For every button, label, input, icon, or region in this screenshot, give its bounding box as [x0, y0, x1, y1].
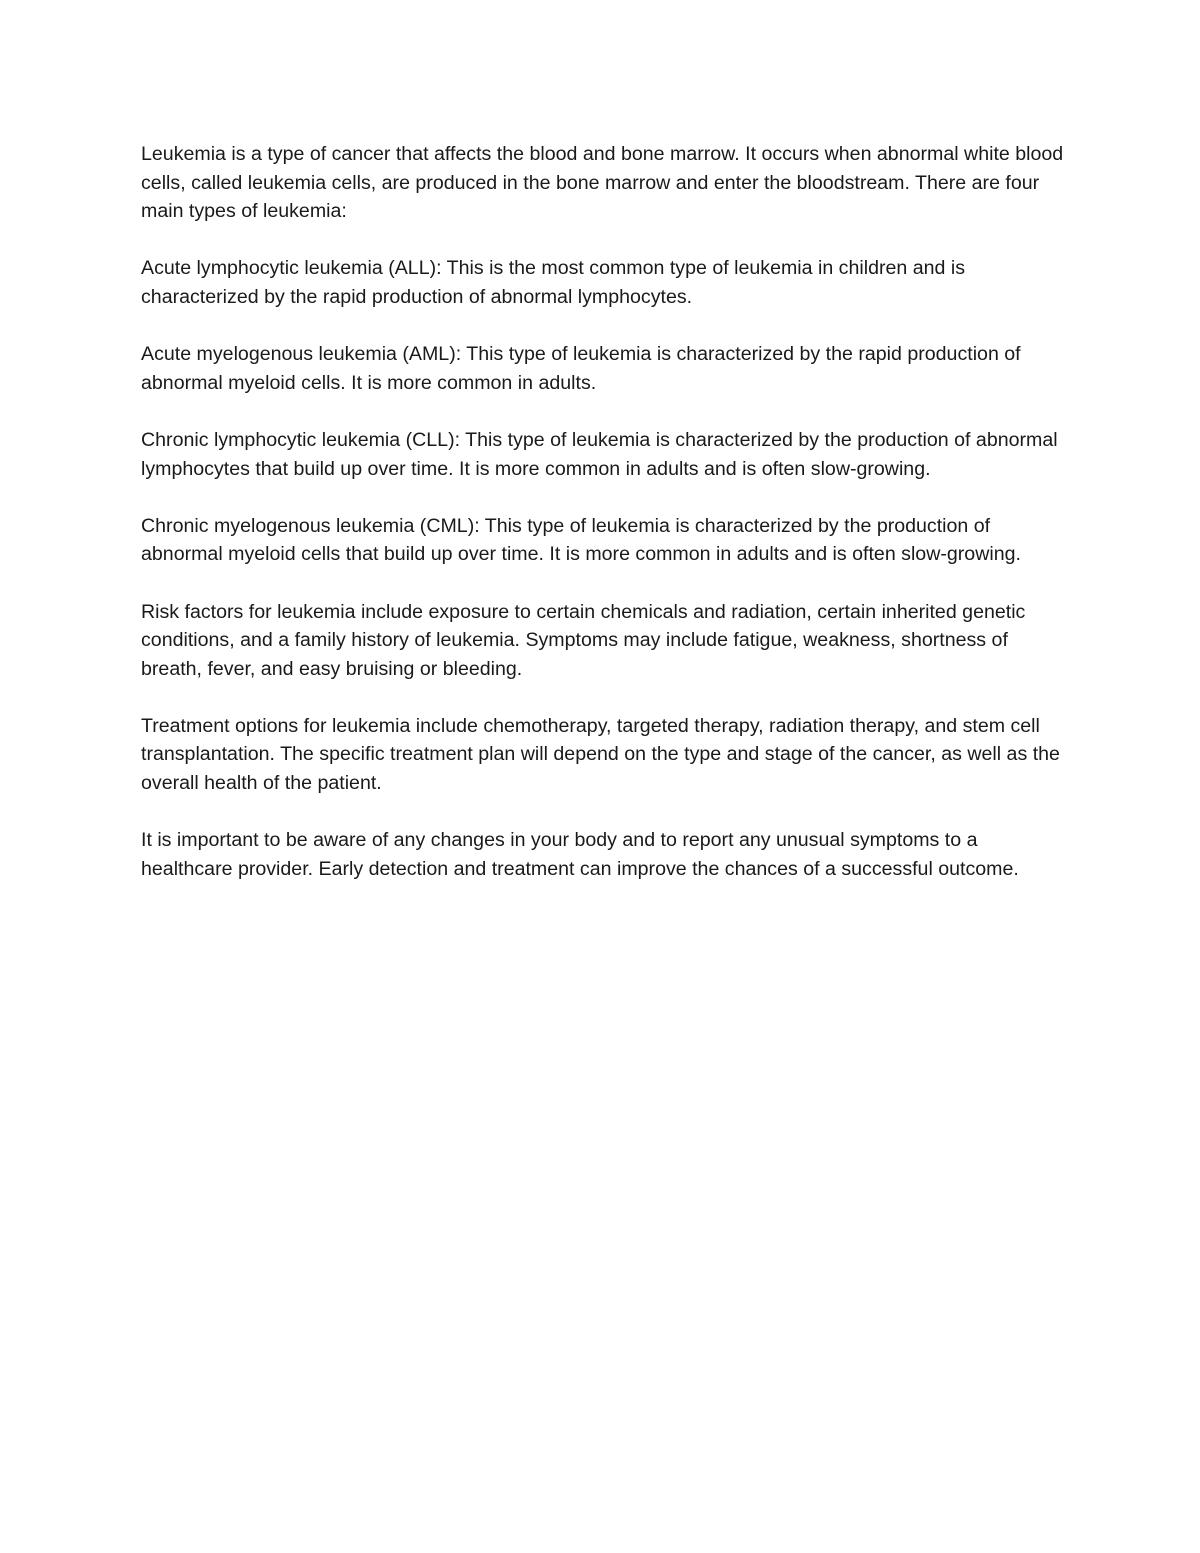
aml-paragraph: Acute myelogenous leukemia (AML): This type of leukemia is characterized by the rapid production of abnormal myeloid cells. It is more common in adults. — [141, 343, 1021, 394]
treatment-paragraph: Treatment options for leukemia include chemotherapy, targeted therapy, radiation therapy, and stem cell transplantation. The specific treatment plan will depend on the type and stage of the cancer, as well as the overall health of the patient. — [141, 714, 1060, 795]
document-body — [141, 140, 1066, 883]
intro-paragraph: Leukemia is a type of cancer that affects the blood and bone marrow. It occurs when abnormal white blood cells, called leukemia cells, are produced in the bone marrow and enter the bloodstream. There are four main types of leukemia: — [141, 143, 1064, 223]
cll-paragraph: Chronic lymphocytic leukemia (CLL): This type of leukemia is characterized by the production of abnormal lymphocytes that build up over time. It is more common in adults and is often slow-growing. — [141, 428, 1058, 480]
all-paragraph: Acute lymphocytic leukemia (ALL): This is the most common type of leukemia in children and is characterized by the rapid production of abnormal lymphocytes. — [141, 257, 966, 308]
conclusion-paragraph: It is important to be aware of any changes in your body and to report any unusual symptoms to a healthcare provider. Early detection and treatment can improve the chances of a successful outcome. — [141, 829, 1019, 880]
risk-factors-paragraph: Risk factors for leukemia include exposure to certain chemicals and radiation, certain inherited genetic conditions, and a family history of leukemia. Symptoms may include fatigue, weakness, shortness of breath, fever, and easy bruising or bleeding. — [141, 600, 1026, 680]
cml-paragraph: Chronic myelogenous leukemia (CML): This type of leukemia is characterized by the production of abnormal myeloid cells that build up over time. It is more common in adults and is often slow-growing. — [141, 514, 1021, 566]
